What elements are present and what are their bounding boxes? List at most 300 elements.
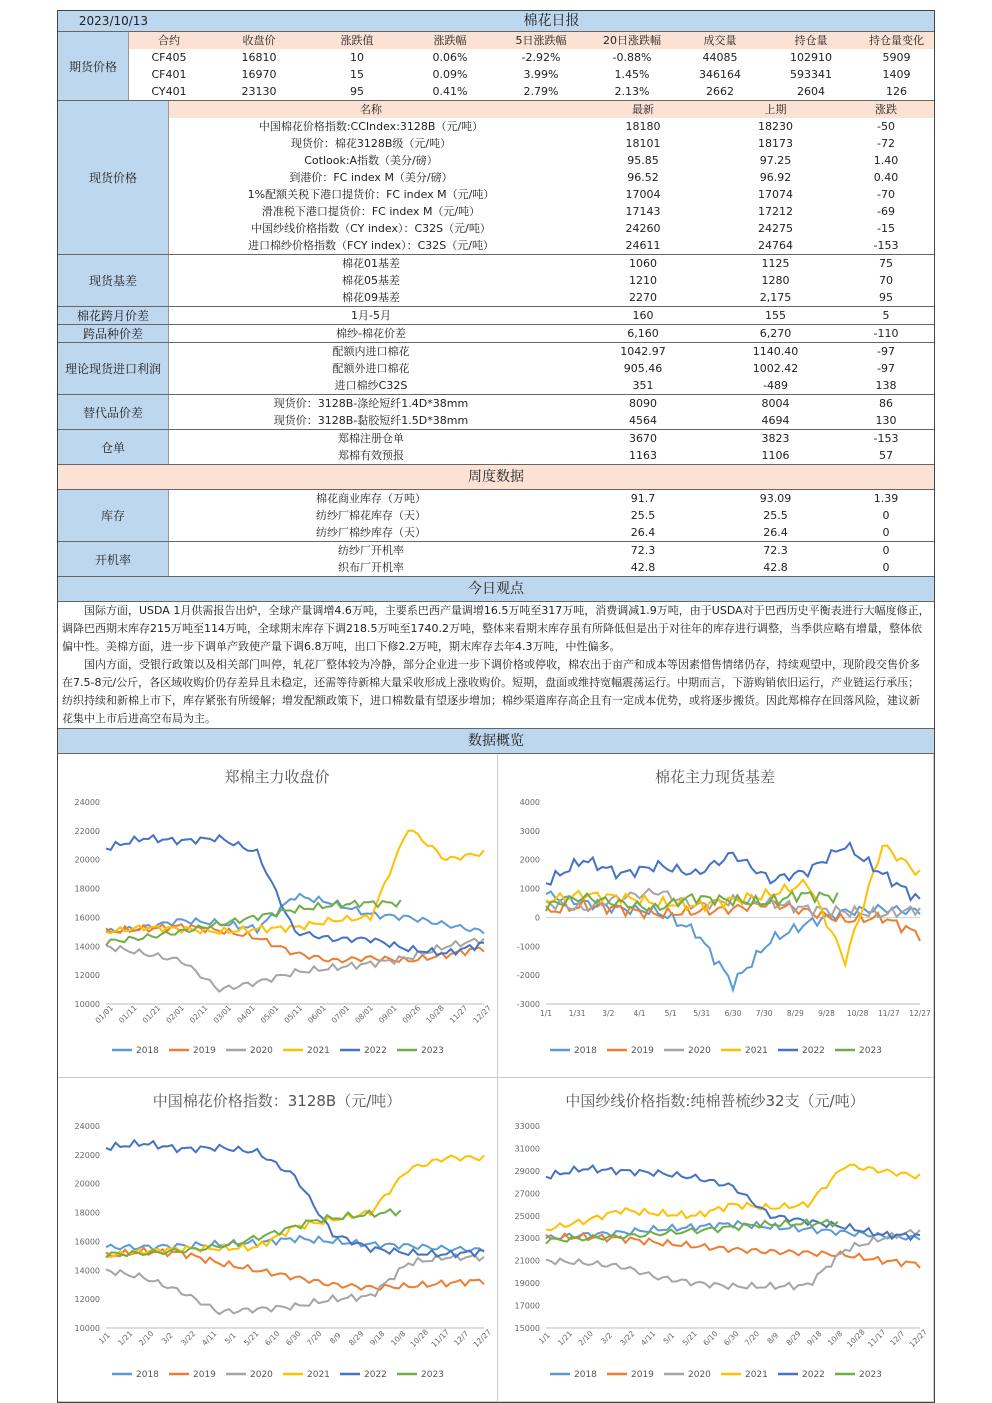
cross-rows: [169, 325, 934, 342]
basis-cell: 棉花05基差: [342, 274, 400, 287]
profit-rows: [169, 343, 934, 394]
legend-label: 2021: [745, 1046, 768, 1056]
subst-cell: 现货价：3128B-黏胶短纤1.5D*38mm: [273, 414, 469, 427]
x-tick-label: 9/18: [805, 1329, 824, 1348]
x-tick-label: 2/10: [576, 1329, 595, 1348]
y-tick-label: 18000: [74, 1208, 100, 1218]
x-tick-label: 5/31: [693, 1009, 711, 1018]
y-tick-label: 29000: [514, 1166, 540, 1176]
view-paragraph-1: 国际方面，USDA 1月供需报告出炉，全球产量调增4.6万吨，主要系巴西产量调增16.5万吨至317万吨，消费调减1.9万吨，由于USDA对于巴西历史平衡表进行大幅度修正，调降巴西期末库存215万吨至114万吨，全球期末库存下调218.5万吨至1740.2万吨，整体来看期末库存虽有所降低但是出于对往年的库存进行调整，当季供应略有增量，整体依偏中性。美棉方面，进一步下调单产致使产量下调6.8万吨，出口下修2.2万吨，期末库存去年4.3万吨，中性偏多。: [62, 604, 930, 653]
spread-cell: 155: [765, 309, 786, 322]
spot-cell: 中国纱线价格指数（CY index）：C32S（元/吨）: [251, 222, 491, 235]
y-tick-label: -1000: [516, 942, 540, 952]
spot-header-cell: 名称: [360, 103, 382, 116]
legend-label: 2019: [193, 1046, 216, 1056]
profit-row: [169, 343, 934, 360]
subst-cell: 8090: [629, 397, 657, 410]
x-tick-label: 6/30: [284, 1329, 303, 1348]
x-tick-label: 8/29: [347, 1329, 366, 1348]
futures-cell: 10: [350, 51, 364, 64]
futures-cell: 5909: [882, 51, 911, 64]
profit-cell: 1140.40: [752, 345, 799, 358]
futures-header-cell: 成交量: [703, 34, 737, 47]
profit-cell: 1042.97: [620, 345, 666, 358]
legend-label: 2022: [364, 1370, 387, 1380]
spot-cell: -50: [877, 120, 895, 133]
spot-cell: 24275: [758, 222, 793, 235]
view-banner: 今日观点: [58, 577, 934, 602]
legend-label: 2021: [307, 1370, 330, 1380]
series-line-2018: [546, 1221, 920, 1240]
spot-cell: 96.92: [759, 171, 792, 184]
rate-section: [58, 542, 934, 577]
profit-cell: 351: [632, 379, 654, 392]
spot-header-cell: 涨跌: [875, 103, 897, 116]
x-tick-label: 5/1: [664, 1009, 677, 1018]
x-tick-label: 3/22: [618, 1329, 637, 1348]
futures-cell: CF401: [151, 68, 187, 81]
subst-row: [169, 412, 934, 429]
spot-cell: -70: [877, 188, 895, 201]
spot-cell: 18101: [625, 137, 661, 150]
y-tick-label: 22000: [74, 826, 100, 836]
x-tick-label: 05/11: [282, 1003, 305, 1026]
y-tick-label: 33000: [514, 1122, 540, 1131]
chart-panel: [498, 754, 934, 1078]
y-tick-label: 12000: [74, 971, 100, 981]
x-tick-label: 8/9: [327, 1330, 343, 1346]
basis-cell: 2270: [629, 291, 657, 304]
legend-label: 2018: [574, 1370, 597, 1380]
warrant-cell: 郑棉有效预报: [338, 449, 404, 462]
y-tick-label: 10000: [74, 1000, 100, 1009]
futures-cell: 2604: [797, 85, 825, 98]
y-tick-label: 27000: [514, 1189, 540, 1199]
futures-header-row: [129, 32, 934, 49]
stock-section: [58, 490, 934, 542]
spot-cell: Cotlook:A指数（美分/磅）: [304, 154, 438, 167]
x-tick-label: 04/01: [235, 1003, 257, 1026]
spot-section: [58, 101, 934, 255]
x-tick-label: 6/10: [701, 1329, 720, 1348]
spot-cell: 96.52: [627, 171, 659, 184]
futures-cell: -0.88%: [612, 51, 652, 64]
futures-cell: 0.06%: [432, 51, 468, 64]
subst-rows: [169, 395, 934, 429]
basis-cell: 1125: [761, 257, 790, 270]
x-tick-label: 09/26: [400, 1003, 423, 1026]
futures-cell: 15: [350, 68, 364, 81]
x-tick-label: 3/2: [159, 1330, 175, 1346]
rate-row: [169, 542, 934, 559]
stock-row: [169, 524, 934, 541]
legend-label: 2023: [421, 1370, 444, 1380]
y-tick-label: 18000: [74, 884, 100, 894]
subst-cell: 现货价：3128B-涤纶短纤1.4D*38mm: [273, 397, 469, 410]
subst-cell: 86: [879, 397, 893, 410]
x-tick-label: 4/11: [200, 1329, 219, 1348]
y-tick-label: 19000: [514, 1279, 540, 1289]
warrant-label: 仓单: [58, 430, 169, 464]
profit-cell: 进口棉纱C32S: [334, 379, 408, 392]
futures-cell: 593341: [790, 68, 832, 81]
x-tick-label: 6/30: [722, 1329, 741, 1348]
futures-header-cell: 收盘价: [242, 34, 276, 47]
cross-cell: 6,270: [759, 327, 792, 340]
x-tick-label: 9/28: [818, 1009, 835, 1018]
x-tick-label: 8/29: [784, 1329, 803, 1348]
y-tick-label: 25000: [514, 1211, 540, 1221]
profit-row: [169, 360, 934, 377]
futures-header-cell: 持仓量: [794, 34, 828, 47]
y-tick-label: 16000: [74, 913, 100, 923]
spot-cell: 1.40: [873, 154, 899, 167]
x-tick-label: 10/28: [408, 1327, 431, 1350]
legend-label: 2020: [688, 1046, 711, 1056]
x-tick-label: 1/21: [116, 1329, 135, 1348]
warrant-section: [58, 430, 934, 465]
x-tick-label: 09/01: [376, 1003, 399, 1026]
rate-cell: 织布厂开机率: [338, 561, 404, 574]
series-line-2021: [106, 831, 484, 934]
stock-cell: 25.5: [630, 509, 656, 522]
basis-section: [58, 255, 934, 307]
futures-cell: 3.99%: [523, 68, 559, 81]
weekly-banner: 周度数据: [58, 465, 934, 490]
subst-cell: 4564: [629, 414, 657, 427]
x-tick-label: 9/18: [368, 1329, 387, 1348]
stock-cell: 0: [882, 526, 890, 539]
legend-label: 2019: [631, 1370, 654, 1380]
report-date: 2023/10/13: [78, 14, 149, 28]
profit-section: [58, 343, 934, 395]
stock-label: 库存: [58, 490, 169, 541]
x-tick-label: 1/21: [555, 1329, 575, 1348]
spot-cell: 0.40: [873, 171, 899, 184]
x-tick-label: 12/27: [907, 1327, 930, 1350]
basis-rows: [169, 255, 934, 306]
spot-cell: 17143: [625, 205, 661, 218]
y-tick-label: 3000: [519, 826, 540, 836]
series-line-2022: [546, 843, 920, 900]
basis-cell: 2,175: [759, 291, 792, 304]
profit-cell: -97: [877, 345, 895, 358]
x-tick-label: 1/31: [568, 1009, 586, 1018]
futures-cell: 0.09%: [432, 68, 468, 81]
chart-title: 郑棉主力收盘价: [224, 768, 330, 786]
stock-cell: 93.09: [759, 492, 792, 505]
x-tick-label: 4/1: [633, 1009, 646, 1018]
warrant-row: [169, 430, 934, 447]
warrant-cell: -153: [873, 432, 899, 445]
series-line-2021: [546, 1165, 920, 1230]
x-tick-label: 03/01: [211, 1003, 234, 1026]
futures-header-cell: 5日涨跌幅: [515, 34, 567, 47]
charts-grid: [58, 754, 934, 1402]
warrant-cell: 1106: [761, 449, 790, 462]
spot-rows: [169, 101, 934, 254]
basis-cell: 棉花01基差: [342, 257, 400, 270]
x-tick-label: 10/8: [389, 1329, 408, 1348]
spot-cell: 进口棉纱价格指数（FCY index）：C32S（元/吨）: [248, 239, 494, 252]
basis-cell: 75: [879, 257, 893, 270]
y-tick-label: 22000: [74, 1150, 100, 1160]
warrant-cell: 郑棉注册仓单: [338, 432, 404, 445]
chart-svg: [58, 754, 496, 1072]
legend-label: 2020: [250, 1370, 273, 1380]
x-tick-label: 08/01: [353, 1003, 375, 1026]
chart-panel: [58, 1078, 498, 1402]
futures-header-cell: 涨跌值: [340, 34, 374, 47]
x-tick-label: 11/17: [865, 1327, 888, 1350]
profit-label: 理论现货进口利润: [58, 343, 169, 394]
spread-cell: 5: [882, 309, 890, 322]
spread-row: [169, 307, 934, 324]
rate-label: 开机率: [58, 542, 169, 576]
profit-cell: 配额内进口棉花: [332, 345, 410, 358]
futures-cell: 346164: [699, 68, 741, 81]
x-tick-label: 2/10: [137, 1329, 156, 1348]
spot-cell: 95.85: [627, 154, 659, 167]
x-tick-label: 10/8: [825, 1329, 845, 1348]
stock-cell: 0: [882, 509, 890, 522]
stock-cell: 26.4: [630, 526, 656, 539]
basis-cell: 1060: [629, 257, 657, 270]
y-tick-label: 2000: [519, 855, 540, 865]
x-tick-label: 01/21: [140, 1003, 163, 1026]
warrant-cell: 3823: [761, 432, 790, 445]
profit-cell: -97: [877, 362, 895, 375]
futures-header-cell: 20日涨跌幅: [603, 34, 661, 47]
legend-label: 2023: [859, 1370, 882, 1380]
basis-row: [169, 255, 934, 272]
series-line-2020: [106, 1254, 484, 1314]
futures-cell: 2.79%: [523, 85, 559, 98]
spot-cell: 滑准税下港口提货价：FC index M（元/吨）: [261, 205, 481, 218]
x-tick-label: 1/1: [536, 1330, 552, 1346]
stock-cell: 纺纱厂棉花库存（天）: [316, 509, 426, 522]
futures-row: [129, 66, 934, 83]
cross-cell: 6,160: [627, 327, 659, 340]
futures-cell: 1.45%: [614, 68, 650, 81]
x-tick-label: 5/1: [222, 1330, 238, 1346]
rate-cell: 72.3: [630, 544, 656, 557]
warrant-rows: [169, 430, 934, 464]
legend-label: 2021: [307, 1046, 330, 1056]
basis-cell: 70: [879, 274, 893, 287]
futures-cell: CY401: [151, 85, 187, 98]
x-tick-label: 8/9: [765, 1330, 781, 1346]
x-tick-label: 12/27: [471, 1003, 494, 1026]
futures-cell: 2.13%: [614, 85, 650, 98]
y-tick-label: 24000: [74, 1122, 100, 1131]
profit-cell: 配额外进口棉花: [332, 362, 410, 375]
cross-section: [58, 325, 934, 343]
spot-cell: 中国棉花价格指数:CCIndex:3128B（元/吨）: [258, 120, 484, 133]
series-line-2022: [106, 835, 484, 955]
futures-cell: 16970: [241, 68, 277, 81]
x-tick-label: 12/7: [888, 1329, 907, 1348]
x-tick-label: 01/11: [117, 1003, 139, 1026]
spot-cell: 18180: [625, 120, 661, 133]
y-tick-label: 0: [534, 913, 540, 923]
x-tick-label: 11/27: [447, 1003, 470, 1026]
x-tick-label: 8/29: [786, 1009, 804, 1018]
x-tick-label: 3/2: [599, 1330, 615, 1346]
legend-label: 2018: [136, 1046, 159, 1056]
series-line-2020: [106, 939, 484, 992]
y-tick-label: 4000: [519, 798, 540, 807]
spot-cell: 17212: [758, 205, 793, 218]
x-tick-label: 10/28: [846, 1009, 869, 1018]
legend-label: 2019: [193, 1370, 216, 1380]
rate-cell: 42.8: [763, 561, 788, 574]
rate-cell: 0: [882, 561, 890, 574]
futures-section: [58, 32, 934, 101]
chart-panel: [498, 1078, 934, 1402]
stock-row: [169, 507, 934, 524]
x-tick-label: 11/27: [878, 1009, 900, 1018]
cross-row: [169, 325, 934, 342]
legend-label: 2018: [574, 1046, 597, 1056]
x-tick-label: 05/01: [258, 1003, 281, 1026]
futures-cell: 0.41%: [432, 85, 468, 98]
x-tick-label: 4/11: [638, 1329, 658, 1348]
x-tick-label: 07/01: [329, 1003, 352, 1026]
y-tick-label: 23000: [514, 1234, 540, 1244]
y-tick-label: 20000: [74, 855, 100, 865]
x-tick-label: 01/01: [93, 1003, 116, 1026]
y-tick-label: 20000: [74, 1179, 100, 1189]
x-tick-label: 06/01: [306, 1003, 328, 1026]
legend-label: 2022: [802, 1370, 825, 1380]
x-tick-label: 5/21: [242, 1329, 261, 1348]
spot-header-cell: 最新: [632, 103, 654, 116]
basis-cell: 1280: [761, 274, 790, 287]
legend-label: 2020: [688, 1370, 711, 1380]
futures-header-cell: 合约: [158, 34, 180, 47]
spot-cell: 到港价：FC index M（美分/磅）: [289, 171, 453, 184]
chart-panel: [58, 754, 498, 1078]
x-tick-label: 5/1: [661, 1330, 677, 1346]
rate-cell: 42.8: [630, 561, 656, 574]
legend-label: 2018: [136, 1370, 159, 1380]
futures-row: [129, 83, 934, 100]
futures-header-cell: 持仓量变化: [869, 34, 924, 47]
y-tick-label: 17000: [514, 1301, 540, 1311]
x-tick-label: 02/11: [187, 1003, 210, 1026]
x-tick-label: 11/17: [429, 1327, 452, 1350]
basis-row: [169, 272, 934, 289]
stock-cell: 1.39: [873, 492, 899, 505]
rate-rows: [169, 542, 934, 576]
x-tick-label: 10/28: [845, 1327, 867, 1350]
spread-rows: [169, 307, 934, 324]
warrant-cell: 3670: [629, 432, 657, 445]
spot-cell: 1%配额关税下港口提货价：FC index M（元/吨）: [247, 188, 495, 201]
spot-cell: 18173: [758, 137, 793, 150]
y-tick-label: 21000: [514, 1256, 540, 1266]
stock-cell: 91.7: [630, 492, 656, 505]
chart-svg: [58, 1078, 496, 1396]
spread-cell: 1月-5月: [351, 309, 391, 322]
y-tick-label: 15000: [514, 1324, 540, 1333]
y-tick-label: 31000: [514, 1144, 540, 1154]
chart-title: 棉花主力现货基差: [654, 768, 776, 786]
spot-cell: 24764: [758, 239, 793, 252]
futures-cell: -2.92%: [521, 51, 561, 64]
profit-cell: -489: [763, 379, 788, 392]
stock-row: [169, 490, 934, 507]
chart-title: 中国棉花价格指数：3128B（元/吨）: [152, 1092, 402, 1110]
x-tick-label: 7/20: [305, 1329, 324, 1348]
basis-cell: 95: [879, 291, 893, 304]
futures-cell: 2662: [706, 85, 734, 98]
futures-label: 期货价格: [58, 32, 129, 100]
legend-label: 2022: [364, 1046, 387, 1056]
legend-label: 2023: [421, 1046, 444, 1056]
spot-cell: 24260: [625, 222, 661, 235]
subst-cell: 8004: [761, 397, 790, 410]
report-header: [58, 11, 934, 32]
spot-cell: 现货价：棉花3128B级（元/吨）: [290, 137, 452, 150]
futures-row: [129, 49, 934, 66]
subst-cell: 130: [875, 414, 897, 427]
futures-cell: CF405: [151, 51, 187, 64]
x-tick-label: 7/30: [755, 1009, 773, 1018]
subst-row: [169, 395, 934, 412]
stock-cell: 25.5: [763, 509, 788, 522]
spot-row: [169, 203, 934, 220]
rate-cell: 纺纱厂开机率: [338, 544, 404, 557]
rate-row: [169, 559, 934, 576]
spot-label: 现货价格: [58, 101, 169, 254]
spot-cell: -153: [873, 239, 899, 252]
cross-cell: 棉纱-棉花价差: [336, 327, 406, 340]
x-tick-label: 6/10: [263, 1329, 282, 1348]
spot-row: [169, 237, 934, 254]
warrant-row: [169, 447, 934, 464]
warrant-cell: 57: [879, 449, 893, 462]
spot-cell: -69: [877, 205, 895, 218]
daily-report-sheet: [57, 10, 935, 1403]
legend-label: 2022: [802, 1046, 825, 1056]
y-tick-label: -3000: [516, 1000, 540, 1009]
x-tick-label: 12/27: [909, 1009, 931, 1018]
profit-row: [169, 377, 934, 394]
profit-cell: 905.46: [623, 362, 663, 375]
spot-row: [169, 118, 934, 135]
legend-label: 2023: [859, 1046, 882, 1056]
y-tick-label: 24000: [74, 798, 100, 807]
basis-cell: 棉花09基差: [342, 291, 400, 304]
y-tick-label: 14000: [74, 942, 100, 952]
spread-section: [58, 307, 934, 325]
y-tick-label: 14000: [74, 1266, 100, 1276]
x-tick-label: 6/30: [724, 1009, 742, 1018]
spot-row: [169, 152, 934, 169]
report-body: [58, 32, 934, 1402]
overview-banner: 数据概览: [58, 729, 934, 754]
x-tick-label: 10/28: [424, 1003, 446, 1026]
rate-cell: 72.3: [763, 544, 788, 557]
basis-cell: 1210: [629, 274, 657, 287]
futures-cell: 1409: [882, 68, 911, 81]
legend-label: 2021: [745, 1370, 768, 1380]
spot-cell: 17074: [758, 188, 793, 201]
subst-section: [58, 395, 934, 430]
futures-header-cell: 涨跌幅: [433, 34, 467, 47]
